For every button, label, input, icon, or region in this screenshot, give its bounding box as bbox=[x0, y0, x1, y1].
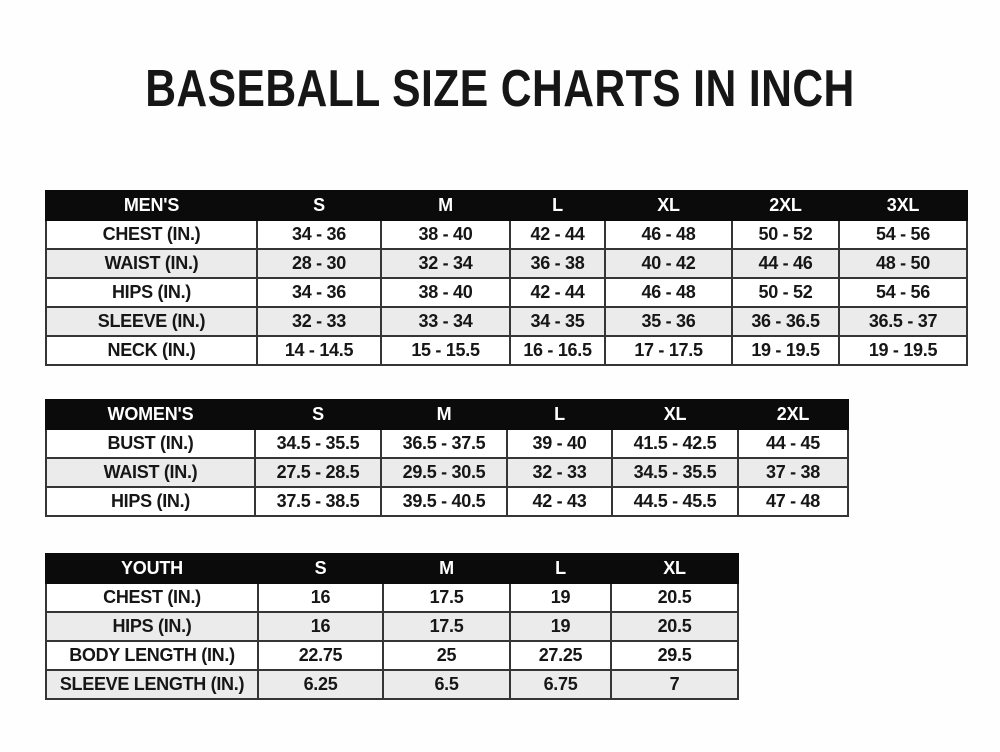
value-cell: 17.5 bbox=[383, 583, 510, 612]
value-cell: 48 - 50 bbox=[839, 249, 967, 278]
value-cell: 27.5 - 28.5 bbox=[255, 458, 381, 487]
size-column-header: M bbox=[381, 191, 510, 220]
value-cell: 36.5 - 37 bbox=[839, 307, 967, 336]
value-cell: 19 - 19.5 bbox=[732, 336, 839, 365]
value-cell: 37.5 - 38.5 bbox=[255, 487, 381, 516]
value-cell: 15 - 15.5 bbox=[381, 336, 510, 365]
value-cell: 17.5 bbox=[383, 612, 510, 641]
table-row bbox=[46, 249, 967, 278]
row-label-cell: CHEST (IN.) bbox=[46, 583, 258, 612]
value-cell: 44 - 46 bbox=[732, 249, 839, 278]
value-cell: 34.5 - 35.5 bbox=[255, 429, 381, 458]
size-column-header: S bbox=[255, 400, 381, 429]
row-label-cell: CHEST (IN.) bbox=[46, 220, 257, 249]
value-cell: 29.5 bbox=[611, 641, 738, 670]
value-cell: 54 - 56 bbox=[839, 220, 967, 249]
value-cell: 36.5 - 37.5 bbox=[381, 429, 507, 458]
table-row bbox=[46, 278, 967, 307]
size-column-header: XL bbox=[612, 400, 738, 429]
row-label-cell: WAIST (IN.) bbox=[46, 249, 257, 278]
value-cell: 20.5 bbox=[611, 612, 738, 641]
table-row bbox=[46, 583, 738, 612]
value-cell: 32 - 34 bbox=[381, 249, 510, 278]
size-column-header: XL bbox=[611, 554, 738, 583]
value-cell: 32 - 33 bbox=[507, 458, 612, 487]
value-cell: 34 - 36 bbox=[257, 278, 381, 307]
row-label-cell: WAIST (IN.) bbox=[46, 458, 255, 487]
womens-size-table bbox=[45, 399, 849, 517]
row-label-cell: HIPS (IN.) bbox=[46, 278, 257, 307]
value-cell: 22.75 bbox=[258, 641, 383, 670]
table-row bbox=[46, 487, 848, 516]
table-header-row bbox=[46, 400, 848, 429]
table-row bbox=[46, 670, 738, 699]
mens-size-table bbox=[45, 190, 968, 366]
value-cell: 16 bbox=[258, 612, 383, 641]
size-column-header: L bbox=[510, 191, 605, 220]
value-cell: 29.5 - 30.5 bbox=[381, 458, 507, 487]
row-label-cell: HIPS (IN.) bbox=[46, 612, 258, 641]
size-column-header: 2XL bbox=[738, 400, 848, 429]
value-cell: 38 - 40 bbox=[381, 278, 510, 307]
value-cell: 17 - 17.5 bbox=[605, 336, 732, 365]
value-cell: 46 - 48 bbox=[605, 220, 732, 249]
value-cell: 50 - 52 bbox=[732, 220, 839, 249]
value-cell: 44 - 45 bbox=[738, 429, 848, 458]
size-column-header: S bbox=[257, 191, 381, 220]
value-cell: 35 - 36 bbox=[605, 307, 732, 336]
row-label-cell: SLEEVE LENGTH (IN.) bbox=[46, 670, 258, 699]
value-cell: 39.5 - 40.5 bbox=[381, 487, 507, 516]
value-cell: 41.5 - 42.5 bbox=[612, 429, 738, 458]
value-cell: 44.5 - 45.5 bbox=[612, 487, 738, 516]
youth-size-table bbox=[45, 553, 739, 700]
value-cell: 42 - 44 bbox=[510, 220, 605, 249]
value-cell: 16 - 16.5 bbox=[510, 336, 605, 365]
size-column-header: XL bbox=[605, 191, 732, 220]
value-cell: 25 bbox=[383, 641, 510, 670]
value-cell: 36 - 38 bbox=[510, 249, 605, 278]
value-cell: 6.75 bbox=[510, 670, 611, 699]
value-cell: 33 - 34 bbox=[381, 307, 510, 336]
size-column-header: S bbox=[258, 554, 383, 583]
table-header-row bbox=[46, 191, 967, 220]
value-cell: 34.5 - 35.5 bbox=[612, 458, 738, 487]
table-row bbox=[46, 336, 967, 365]
value-cell: 14 - 14.5 bbox=[257, 336, 381, 365]
value-cell: 6.25 bbox=[258, 670, 383, 699]
value-cell: 6.5 bbox=[383, 670, 510, 699]
row-label-cell: NECK (IN.) bbox=[46, 336, 257, 365]
value-cell: 42 - 44 bbox=[510, 278, 605, 307]
size-column-header: 2XL bbox=[732, 191, 839, 220]
value-cell: 37 - 38 bbox=[738, 458, 848, 487]
value-cell: 28 - 30 bbox=[257, 249, 381, 278]
table-row bbox=[46, 458, 848, 487]
row-label-cell: BODY LENGTH (IN.) bbox=[46, 641, 258, 670]
row-label-cell: SLEEVE (IN.) bbox=[46, 307, 257, 336]
size-column-header: 3XL bbox=[839, 191, 967, 220]
table-row bbox=[46, 307, 967, 336]
table-row bbox=[46, 612, 738, 641]
value-cell: 54 - 56 bbox=[839, 278, 967, 307]
table-title-cell: MEN'S bbox=[46, 191, 257, 220]
value-cell: 47 - 48 bbox=[738, 487, 848, 516]
page-title: BASEBALL SIZE CHARTS IN INCH bbox=[145, 60, 855, 118]
row-label-cell: BUST (IN.) bbox=[46, 429, 255, 458]
size-column-header: M bbox=[383, 554, 510, 583]
value-cell: 38 - 40 bbox=[381, 220, 510, 249]
value-cell: 19 bbox=[510, 612, 611, 641]
size-column-header: L bbox=[510, 554, 611, 583]
size-column-header: M bbox=[381, 400, 507, 429]
value-cell: 19 bbox=[510, 583, 611, 612]
row-label-cell: HIPS (IN.) bbox=[46, 487, 255, 516]
value-cell: 7 bbox=[611, 670, 738, 699]
value-cell: 20.5 bbox=[611, 583, 738, 612]
value-cell: 40 - 42 bbox=[605, 249, 732, 278]
table-title-cell: WOMEN'S bbox=[46, 400, 255, 429]
size-column-header: L bbox=[507, 400, 612, 429]
value-cell: 34 - 35 bbox=[510, 307, 605, 336]
table-row bbox=[46, 641, 738, 670]
value-cell: 27.25 bbox=[510, 641, 611, 670]
value-cell: 34 - 36 bbox=[257, 220, 381, 249]
value-cell: 46 - 48 bbox=[605, 278, 732, 307]
value-cell: 36 - 36.5 bbox=[732, 307, 839, 336]
table-row bbox=[46, 429, 848, 458]
value-cell: 19 - 19.5 bbox=[839, 336, 967, 365]
value-cell: 16 bbox=[258, 583, 383, 612]
value-cell: 42 - 43 bbox=[507, 487, 612, 516]
value-cell: 39 - 40 bbox=[507, 429, 612, 458]
table-title-cell: YOUTH bbox=[46, 554, 258, 583]
table-header-row bbox=[46, 554, 738, 583]
table-row bbox=[46, 220, 967, 249]
value-cell: 50 - 52 bbox=[732, 278, 839, 307]
value-cell: 32 - 33 bbox=[257, 307, 381, 336]
